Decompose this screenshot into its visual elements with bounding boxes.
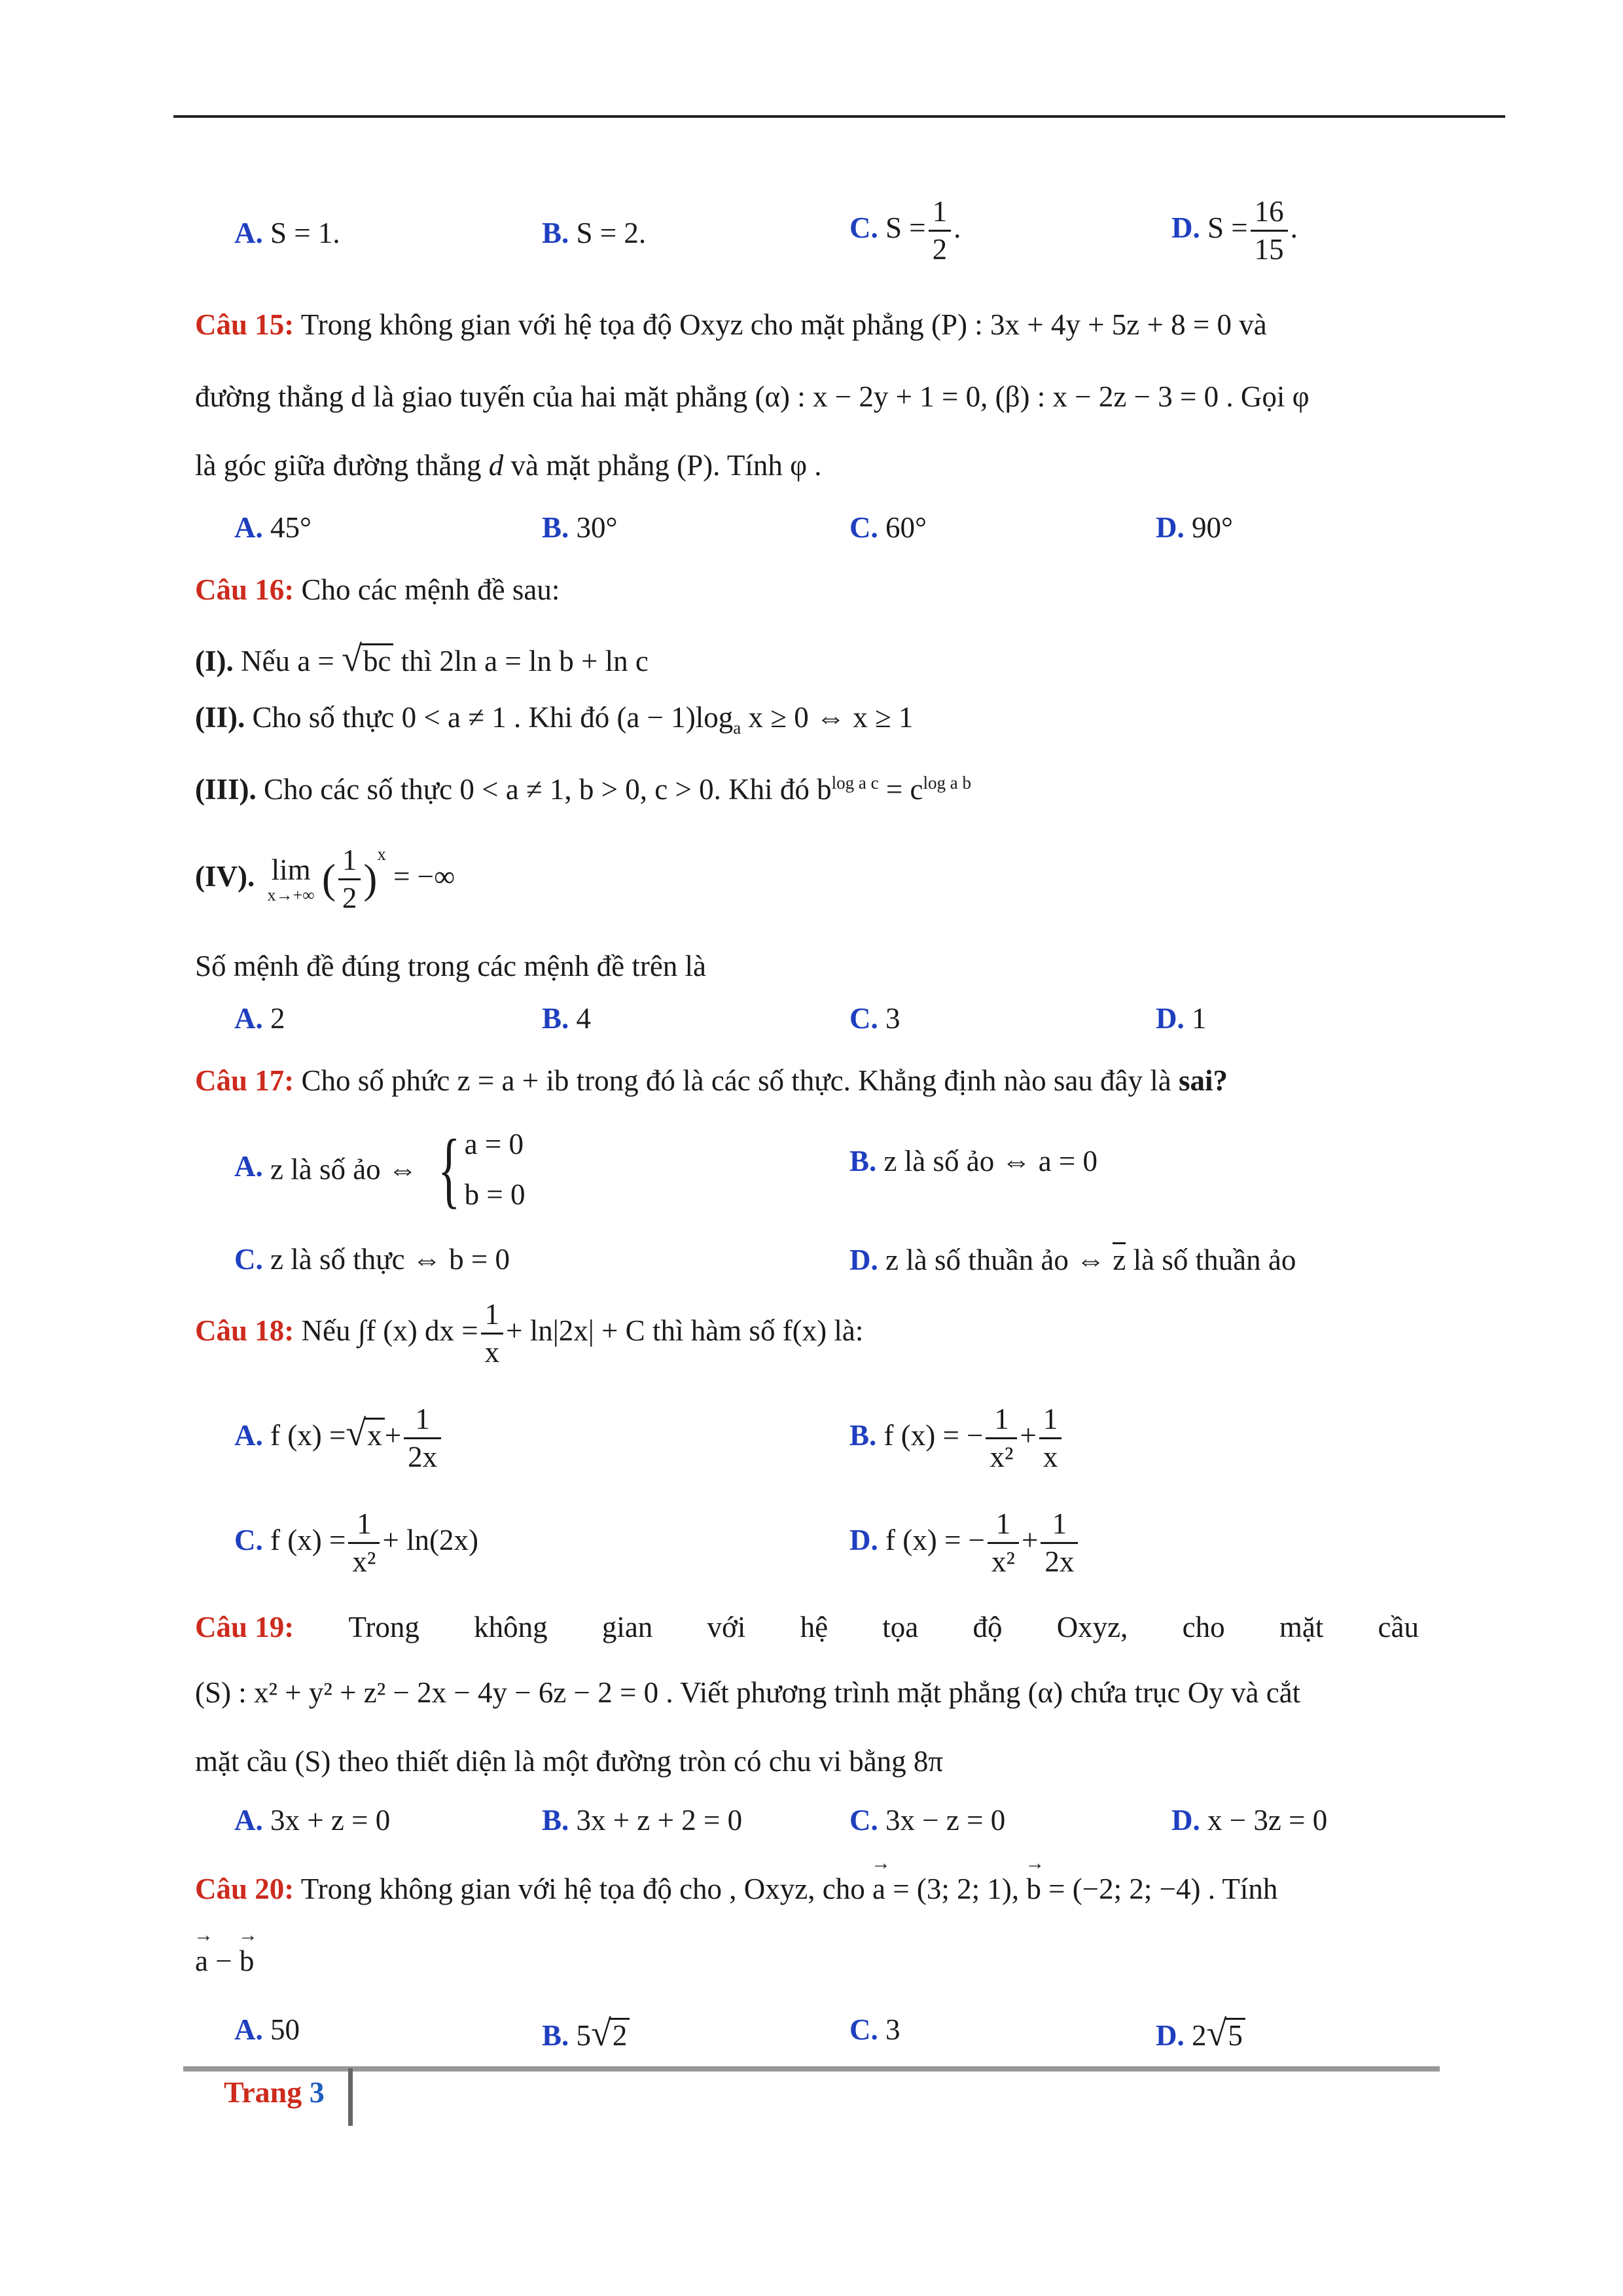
- footer-rule: [183, 2066, 1440, 2072]
- q20-answer-d: D. 2√5: [1156, 2013, 1245, 2054]
- q15-answer-a: A. 45°: [234, 511, 312, 544]
- page-number: Trang 3: [224, 2075, 325, 2109]
- q19-answer-c: C. 3x − z = 0: [849, 1804, 1006, 1837]
- q14-answer-c: C. S = $\frac{1}{2}$ .: [849, 195, 961, 266]
- q16-intro: Câu 16: Cho các mệnh đề sau:: [195, 573, 560, 606]
- q20-answer-a: A. 50: [234, 2013, 300, 2046]
- q14-answer-a: A. S = 1.: [234, 217, 340, 249]
- q15-line-1: Câu 15: Trong không gian với hệ tọa độ Oxyz cho mặt phẳng (P) : 3x + 4y + 5z + 8 = 0 và: [195, 308, 1267, 341]
- q17-answer-b: B. z là số ảo ⇔ a = 0: [849, 1145, 1098, 1177]
- q19-answer-d: D. x − 3z = 0: [1171, 1804, 1328, 1837]
- q18-answer-d: D. f (x) = − $\frac{1}{\text{x²}}$ + $\frac{1}{2x}$: [849, 1509, 1080, 1578]
- q16-answer-a: A. 2: [234, 1002, 285, 1035]
- q20-answer-b: B. 5√2: [542, 2013, 630, 2054]
- q17-answer-d: D. z là số thuần ảo ⇔ z là số thuần ảo: [849, 1244, 1296, 1276]
- q19-line-3: mặt cầu (S) theo thiết diện là một đường tròn có chu vi bằng 8π: [195, 1745, 944, 1778]
- q14-answer-b: B. S = 2.: [542, 217, 647, 249]
- q15-answer-d: D. 90°: [1156, 511, 1233, 544]
- q16-answer-b: B. 4: [542, 1002, 592, 1035]
- q16-statement-i: (I). Nếu a = √bc thì 2ln a = ln b + ln c: [195, 639, 649, 679]
- q16-statement-iv: (IV). lim x→+∞ ( $\frac{1}{2}$ )$^x$ = −∞: [195, 843, 455, 915]
- q15-line-2: đường thẳng d là giao tuyến của hai mặt phẳng (α) : x − 2y + 1 = 0, (β) : x − 2z − 3 = 0 . Gọi φ: [195, 380, 1310, 413]
- q18-stem: Câu 18: Nếu ∫f (x) dx = $\frac{1}{x}$ + ln|2x| + C thì hàm số f(x) là:: [195, 1298, 864, 1369]
- q17-answer-a: A. z là số ảo ⇔ { a = 0 b = 0: [234, 1122, 526, 1217]
- footer-divider: [348, 2068, 353, 2126]
- q17-answer-c: C. z là số thực ⇔ b = 0: [234, 1243, 510, 1276]
- q19-answer-b: B. 3x + z + 2 = 0: [542, 1804, 743, 1837]
- q16-statement-iii: (III). Cho các số thực 0 < a ≠ 1, b > 0, c > 0. Khi đó $b^{log a c} = c^{log a b}$: [195, 773, 971, 806]
- q20-stem: Câu 20: Trong không gian với hệ tọa độ cho , Oxyz, cho → a = (3; 2; 1), → b = (−2; 2; −4) . Tính: [195, 1872, 1277, 1906]
- q17-stem: Câu 17: Cho số phức z = a + ib trong đó là các số thực. Khẳng định nào sau đây là sai?: [195, 1064, 1228, 1097]
- q15-answer-c: C. 60°: [849, 511, 927, 544]
- q19-line-1: Câu 19: Trong không gian với hệ tọa độ Oxyz, cho mặt cầu: [195, 1611, 1419, 1643]
- q16-answer-d: D. 1: [1156, 1002, 1207, 1035]
- q16-question: Số mệnh đề đúng trong các mệnh đề trên là: [195, 950, 707, 982]
- q20-answer-c: C. 3: [849, 2013, 901, 2046]
- q19-line-2: (S) : x² + y² + z² − 2x − 4y − 6z − 2 = 0 . Viết phương trình mặt phẳng (α) chứa trục Oy và cắt: [195, 1676, 1301, 1709]
- q15-answer-b: B. 30°: [542, 511, 618, 544]
- q14-answer-d: D. S = $\frac{16}{15}$ .: [1171, 195, 1298, 266]
- q20-expression: → a − → b: [195, 1944, 254, 1978]
- q18-answer-a: A. f (x) =√x+ $\frac{1}{2x}$: [234, 1404, 444, 1473]
- q19-answer-a: A. 3x + z = 0: [234, 1804, 391, 1837]
- header-rule: [173, 115, 1505, 118]
- q18-answer-c: C. f (x) = $\frac{1}{\text{x²}}$ + ln(2x): [234, 1507, 478, 1579]
- q18-answer-b: B. f (x) = − $\frac{1}{\text{x²}}$ + $\frac{1}{x}$: [849, 1404, 1064, 1473]
- q16-answer-c: C. 3: [849, 1002, 901, 1035]
- q16-statement-ii: (II). Cho số thực 0 < a ≠ 1 . Khi đó $(a - 1)\log_a$ x ≥ 0 ⇔ x ≥ 1: [195, 701, 914, 738]
- q15-line-3: là góc giữa đường thẳng d và mặt phẳng (P). Tính φ .: [195, 449, 822, 482]
